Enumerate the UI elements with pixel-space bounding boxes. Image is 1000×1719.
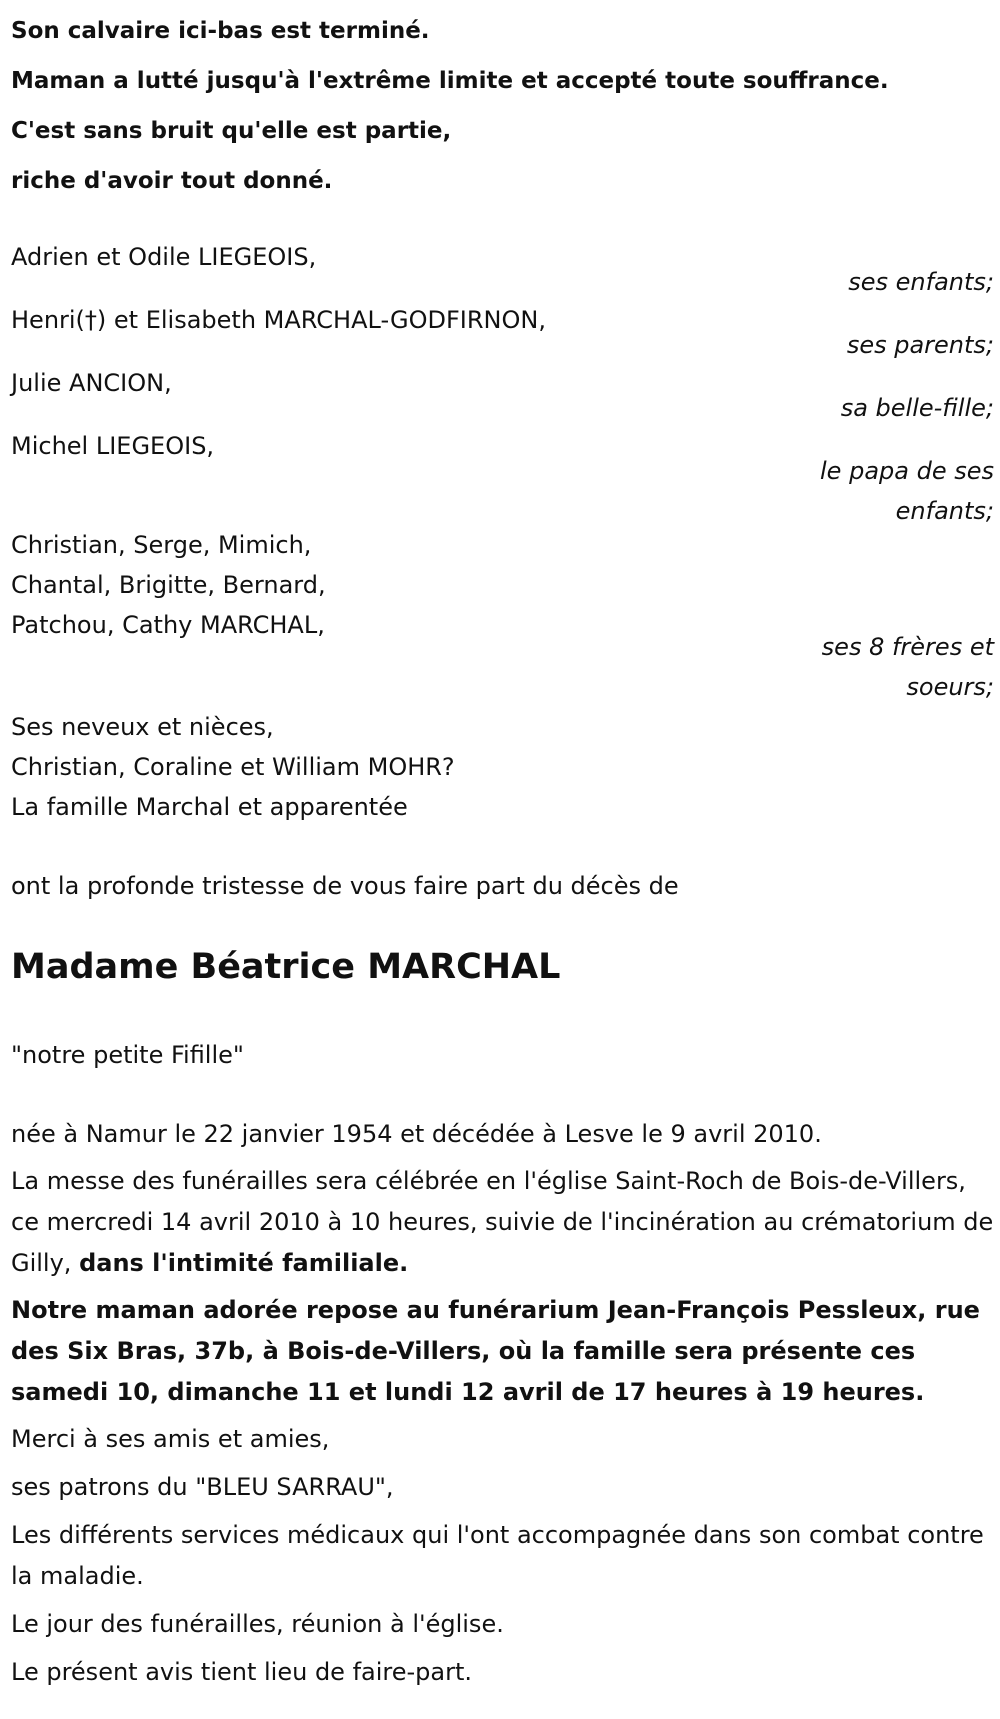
sibling-line: Patchou, Cathy MARCHAL,	[11, 611, 325, 639]
sibling-line: Chantal, Brigitte, Bernard,	[11, 571, 326, 599]
relatives-line: Ses neveux et nièces,	[11, 713, 274, 741]
family-name: Henri(†) et Elisabeth MARCHAL-GODFIRNON,	[11, 306, 546, 334]
family-name: Julie ANCION,	[11, 369, 172, 397]
announcement-text: ont la profonde tristesse de vous faire part du décès de	[11, 872, 679, 900]
nickname: "notre petite Fifille"	[11, 1041, 244, 1069]
notice-text: Le présent avis tient lieu de faire-part.	[11, 1658, 473, 1686]
funeral-text-main: La messe des funérailles sera célébrée en l'église Saint-Roch de Bois-de-Villers, ce mercredi 14 avril 2010 à 10 heures, suivie de l'incinération au crématorium de Gilly,	[11, 1167, 994, 1277]
funeral-meeting-text: Le jour des funérailles, réunion à l'église.	[11, 1610, 504, 1638]
relatives-block	[11, 707, 994, 827]
poem-line: C'est sans bruit qu'elle est partie,	[11, 118, 452, 144]
family-entry-parents	[11, 300, 994, 359]
thanks-line: Merci à ses amis et amies,	[11, 1425, 330, 1453]
family-entry-children	[11, 237, 994, 296]
family-entry-daughter-in-law	[11, 363, 994, 422]
deceased-name: Madame Béatrice MARCHAL	[11, 947, 561, 987]
family-name: Michel LIEGEOIS,	[11, 432, 215, 460]
funeral-text	[11, 1161, 994, 1284]
poem-line: Maman a lutté jusqu'à l'extrême limite et accepté toute souffrance.	[11, 68, 889, 94]
family-relation: sa belle-fille;	[840, 394, 994, 422]
poem-line: Son calvaire ici-bas est terminé.	[11, 18, 430, 44]
family-relation: ses enfants;	[848, 268, 994, 296]
birth-death-text: née à Namur le 22 janvier 1954 et décédée à Lesve le 9 avril 2010.	[11, 1120, 822, 1148]
family-name: Adrien et Odile LIEGEOIS,	[11, 243, 317, 271]
relatives-line: La famille Marchal et apparentée	[11, 793, 408, 821]
opening-poem	[11, 6, 994, 206]
siblings-block	[11, 525, 994, 701]
thanks-line: ses patrons du "BLEU SARRAU",	[11, 1473, 394, 1501]
family-relation: ses parents;	[846, 331, 994, 359]
poem-line: riche d'avoir tout donné.	[11, 168, 333, 194]
details-block	[11, 1114, 994, 1693]
relatives-line: Christian, Coraline et William MOHR?	[11, 753, 455, 781]
family-entry-father-of-children	[11, 426, 994, 525]
family-relation: le papa de ses enfants;	[820, 457, 994, 525]
visitation-text: Notre maman adorée repose au funérarium Jean-François Pessleux, rue des Six Bras, 37b, à Bois-de-Villers, où la famille sera présente ces samedi 10, dimanche 11 et lundi 12 avril de 17 heures à 19 heures.	[11, 1296, 980, 1406]
thanks-line: Les différents services médicaux qui l'ont accompagnée dans son combat contre la maladie.	[11, 1521, 984, 1590]
siblings-relation: ses 8 frères et soeurs;	[821, 633, 994, 701]
funeral-text-bold: dans l'intimité familiale.	[79, 1249, 409, 1277]
sibling-line: Christian, Serge, Mimich,	[11, 531, 312, 559]
